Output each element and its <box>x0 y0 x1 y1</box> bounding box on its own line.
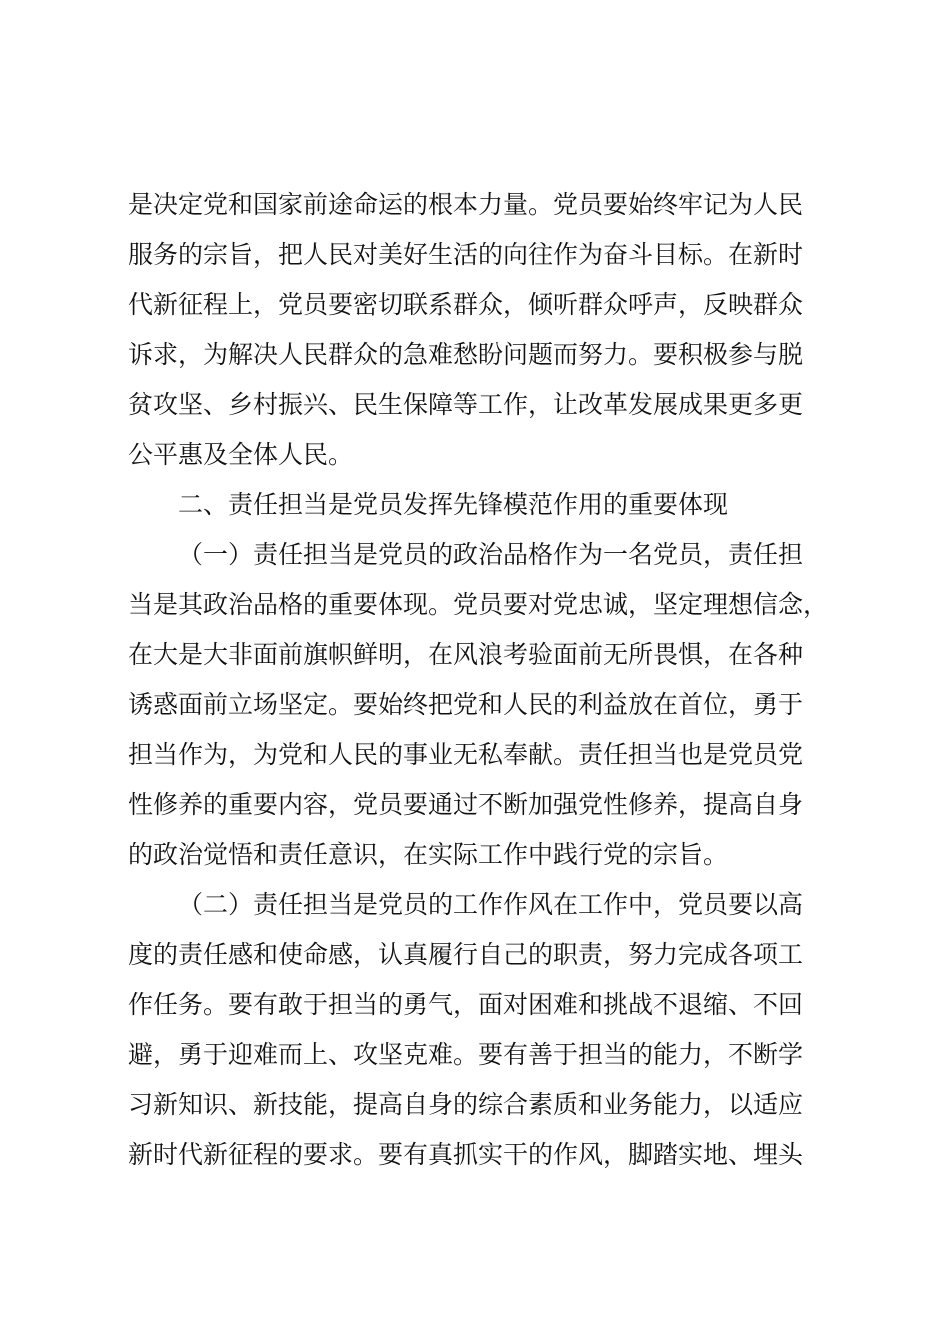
text-line: 度的责任感和使命感，认真履行自己的职责，努力完成各项工 <box>128 940 804 969</box>
paragraph-2 <box>128 530 832 880</box>
text-line: 在大是大非面前旗帜鲜明，在风浪考验面前无所畏惧，在各种 <box>128 640 804 669</box>
text-line: 是决定党和国家前途命运的根本力量。党员要始终牢记为人民 <box>128 190 804 219</box>
text-line: 诱惑面前立场坚定。要始终把党和人民的利益放在首位，勇于 <box>128 690 804 719</box>
text-line: （二）责任担当是党员的工作作风在工作中，党员要以高 <box>178 890 804 919</box>
text-line: 当是其政治品格的重要体现。党员要对党忠诚，坚定理想信念， <box>128 590 829 619</box>
text-line: （一）责任担当是党员的政治品格作为一名党员，责任担 <box>178 540 804 569</box>
text-line: 代新征程上，党员要密切联系群众，倾听群众呼声，反映群众 <box>128 290 804 319</box>
section-heading: 二、责任担当是党员发挥先锋模范作用的重要体现 <box>178 490 729 519</box>
text-line: 诉求，为解决人民群众的急难愁盼问题而努力。要积极参与脱 <box>128 340 804 369</box>
paragraph-1 <box>128 180 832 480</box>
document-page <box>128 180 832 1180</box>
text-line: 习新知识、新技能，提高自身的综合素质和业务能力，以适应 <box>128 1090 804 1119</box>
text-line: 的政治觉悟和责任意识，在实际工作中践行党的宗旨。 <box>128 840 729 869</box>
text-line: 作任务。要有敢于担当的勇气，面对困难和挑战不退缩、不回 <box>128 990 804 1019</box>
text-line: 服务的宗旨，把人民对美好生活的向往作为奋斗目标。在新时 <box>128 240 804 269</box>
text-line: 公平惠及全体人民。 <box>128 440 354 469</box>
paragraph-3 <box>128 880 832 1180</box>
text-line: 性修养的重要内容，党员要通过不断加强党性修养，提高自身 <box>128 790 804 819</box>
text-line: 担当作为，为党和人民的事业无私奉献。责任担当也是党员党 <box>128 740 804 769</box>
text-line: 避，勇于迎难而上、攻坚克难。要有善于担当的能力，不断学 <box>128 1040 804 1069</box>
text-line: 贫攻坚、乡村振兴、民生保障等工作，让改革发展成果更多更 <box>128 390 804 419</box>
text-line: 新时代新征程的要求。要有真抓实干的作风，脚踏实地、埋头 <box>128 1140 804 1169</box>
